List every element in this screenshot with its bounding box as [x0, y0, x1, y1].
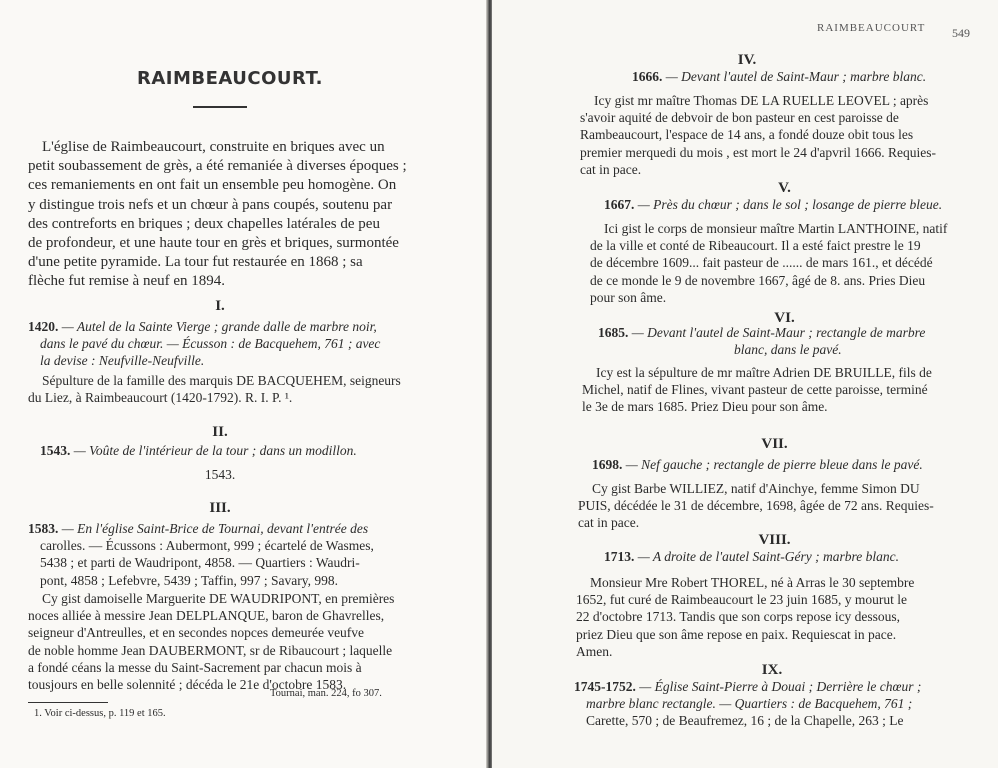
text-line: s'avoir aquité de debvoir de bon pasteur en cest paroisse de [580, 110, 899, 126]
inscription-description: marbre blanc rectangle. — Quartiers : de Bacquehem, 761 ; [586, 696, 913, 712]
text-line: Ici gist le corps de monsieur maître Martin LANTHOINE, natif [604, 221, 948, 236]
text-line: 1652, fut curé de Raimbeaucourt le 23 juin 1685, y mourut le [576, 592, 908, 608]
text-line: de profondeur, et une haute tour en grès et briques, surmontée [28, 235, 399, 252]
text-line: seigneur d'Antreulles, et en secondes nopces demeurée veufve [28, 625, 365, 641]
inscription-description: — Près du chœur ; dans le sol ; losange de pierre bleue. [634, 197, 943, 212]
inscription-description: 5438 ; et parti de Waudripont, 4858. — Quartiers : Waudri- [40, 555, 360, 571]
text-line: y distingue trois nefs et un chœur à pans coupés, soutenu par [28, 196, 393, 213]
text-line: 22 d'octobre 1713. Tandis que son corps repose icy dessous, [576, 609, 901, 625]
section-numeral: VI. [774, 310, 795, 326]
inscription-text [28, 590, 418, 693]
text-line: pour son âme. [590, 289, 667, 305]
inscription-description: — En l'église Saint-Brice de Tournai, devant l'entrée des [58, 521, 369, 536]
text-line: tousjours en belle solennité ; décéda le 21e d'octobre 1583. [28, 677, 347, 693]
text-line: Sépulture de la famille des marquis DE BACQUEHEM, seigneurs [42, 373, 401, 388]
text-line: flèche fut remise à neuf en 1894. [28, 273, 225, 290]
text-line: de noble homme Jean DAUBERMONT, sr de Ribaucourt ; laquelle [28, 642, 393, 658]
inscription-heading [28, 520, 418, 589]
inscription-description: dans le pavé du chœur. — Écusson : de Bacquehem, 761 ; avec [40, 336, 381, 352]
section-numeral: II. [212, 424, 228, 440]
text-line: L'église de Raimbeaucourt, construite en briques avec un [42, 139, 385, 155]
running-head: RAIMBEAUCOURT [817, 22, 926, 34]
inscription-heading [598, 324, 925, 358]
intro-paragraph [28, 138, 410, 292]
inscription-description: — Devant l'autel de Saint-Maur ; rectangle de marbre [628, 325, 926, 340]
text-line: Amen. [576, 643, 613, 659]
page-number: 549 [952, 26, 970, 40]
inscription-year: 1543. [40, 443, 71, 458]
text-line: Michel, natif de Flines, vivant pasteur de cette paroisse, terminé [582, 382, 928, 398]
text-line: a fondé céans la messe du Saint-Sacrement par chacun mois à [28, 659, 362, 675]
inscription-heading [574, 678, 984, 730]
source-citation: Tournai, man. 224, fo 307. [270, 688, 382, 699]
section-numeral: IV. [737, 52, 757, 68]
text-line: le 3e de mars 1685. Priez Dieu pour son âme. [582, 399, 828, 415]
section-numeral: VIII. [758, 532, 791, 548]
text-line: Monsieur Mre Robert THOREL, né à Arras le 30 septembre [590, 575, 915, 590]
inscription-heading [604, 548, 899, 565]
inscription-description: Carette, 570 ; de Beaufremez, 16 ; de la Chapelle, 263 ; Le [586, 713, 904, 729]
title-rule [193, 106, 247, 108]
text-line: Rambeaucourt, l'espace de 14 ans, a fondé douze obit tous les [580, 127, 914, 143]
inscription-text: 1543. [204, 467, 236, 482]
inscription-text [582, 364, 982, 416]
inscription-year: 1713. [604, 549, 635, 564]
inscription-description: la devise : Neufville-Neufville. [40, 353, 205, 369]
inscription-description: — A droite de l'autel Saint-Géry ; marbre blanc. [634, 549, 899, 564]
text-line: PUIS, décédée le 31 de décembre, 1698, âgée de 72 ans. Requies- [578, 498, 934, 514]
inscription-text [580, 92, 980, 178]
inscription-description: blanc, dans le pavé. [734, 342, 842, 358]
inscription-description: — Église Saint-Pierre à Douai ; Derrière le chœur ; [635, 679, 922, 694]
text-line: Cy gist damoiselle Marguerite DE WAUDRIPONT, en premières [42, 591, 395, 606]
section-numeral: III. [209, 500, 231, 516]
text-line: du Liez, à Raimbeaucourt (1420-1792). R. I. P. ¹. [28, 390, 293, 406]
inscription-year: 1667. [604, 197, 635, 212]
text-line: Cy gist Barbe WILLIEZ, natif d'Ainchye, femme Simon DU [592, 481, 920, 496]
inscription-text [590, 220, 990, 306]
text-line: d'une petite pyramide. La tour fut restaurée en 1868 ; sa [28, 254, 363, 271]
text-line: ces remaniements en ont fait un ensemble peu homogène. On [28, 177, 397, 194]
section-numeral: VII. [761, 436, 788, 452]
footnote-rule [28, 702, 108, 703]
page-title: RAIMBEAUCOURT. [137, 68, 323, 89]
inscription-description: pont, 4858 ; Lefebvre, 5439 ; Taffin, 997 ; Savary, 998. [40, 572, 339, 588]
left-page [0, 0, 488, 768]
text-line: des contreforts en briques ; deux chapelles latérales de peu [28, 215, 380, 232]
inscription-heading [40, 442, 430, 459]
inscription-year: 1698. [592, 457, 623, 472]
section-numeral: I. [215, 298, 225, 314]
inscription-text [28, 372, 418, 406]
inscription-year: 1666. [632, 69, 663, 84]
inscription-year: 1420. [28, 319, 59, 334]
text-line: noces alliée à messire Jean DELPLANQUE, baron de Ghavrelles, [28, 608, 385, 624]
section-numeral: IX. [761, 662, 783, 678]
inscription-year: 1745-1752. [574, 679, 636, 694]
inscription-year: 1685. [598, 325, 629, 340]
inscription-heading [28, 318, 418, 370]
inscription-description: — Nef gauche ; rectangle de pierre bleue dans le pavé. [622, 457, 923, 472]
text-line: Icy gist mr maître Thomas DE LA RUELLE LEOVEL ; après [594, 93, 929, 108]
text-line: de la ville et conté de Ribeaucourt. Il a esté faict prestre le 19 [590, 238, 921, 254]
inscription-text [576, 574, 976, 660]
text-line: de décembre 1609... fait pasteur de ...... de mars 161., et décédé [590, 255, 933, 271]
inscription-text [578, 480, 978, 532]
inscription-heading [604, 196, 942, 213]
section-numeral: V. [778, 180, 791, 196]
inscription-heading [592, 456, 923, 473]
text-line: de ce monde le 9 de novembre 1667, âgé de 8. ans. Pries Dieu [590, 272, 926, 288]
right-page [492, 0, 998, 768]
inscription-description: — Voûte de l'intérieur de la tour ; dans un modillon. [70, 443, 357, 458]
footnote: 1. Voir ci-dessus, p. 119 et 165. [34, 708, 166, 719]
inscription-description: carolles. — Écussons : Aubermont, 999 ; écartelé de Wasmes, [40, 538, 374, 554]
text-line: premier merquedi du mois , est mort le 24 d'apvril 1666. Requies- [580, 144, 936, 160]
inscription-heading [632, 68, 926, 85]
inscription-description: — Autel de la Sainte Vierge ; grande dalle de marbre noir, [58, 319, 377, 334]
text-line: Icy est la sépulture de mr maître Adrien DE BRUILLE, fils de [596, 365, 932, 380]
inscription-year: 1583. [28, 521, 59, 536]
text-line: petit soubassement de grès, a été remaniée à diverses époques ; [28, 158, 407, 175]
text-line: cat in pace. [578, 515, 640, 531]
text-line: cat in pace. [580, 161, 642, 177]
text-line: priez Dieu que son âme repose en paix. Requiescat in pace. [576, 626, 897, 642]
inscription-description: — Devant l'autel de Saint-Maur ; marbre blanc. [662, 69, 927, 84]
